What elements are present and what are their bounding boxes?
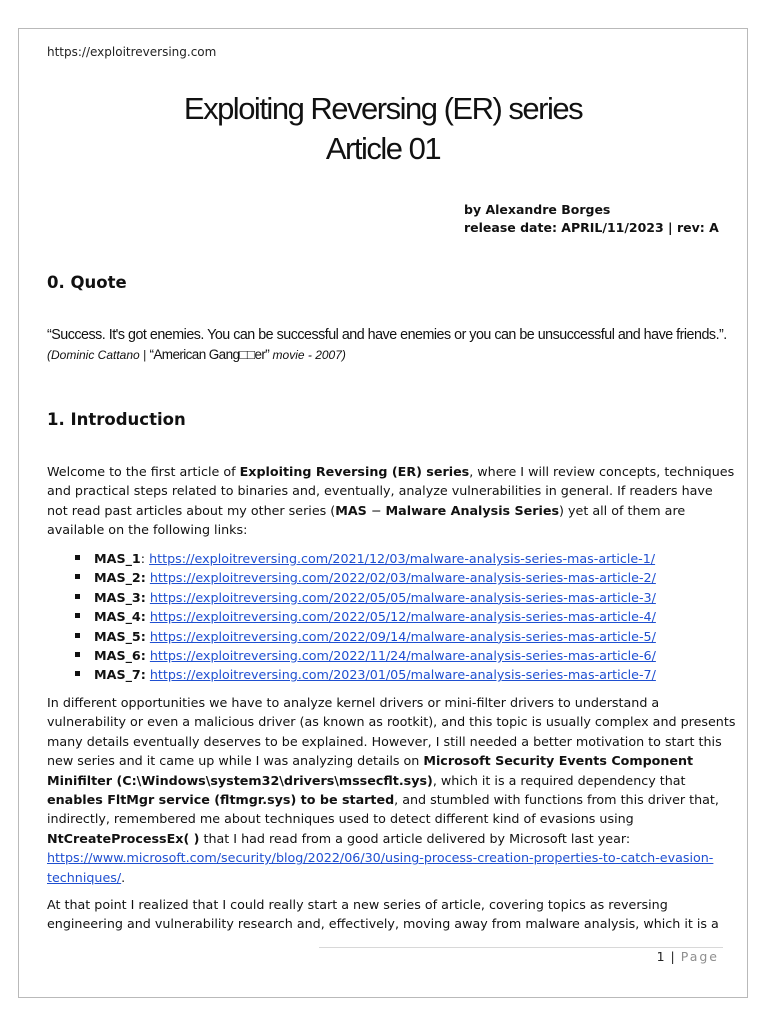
mas-article-link[interactable]: https://exploitreversing.com/2023/01/05/malware-analysis-series-mas-article-7/: [149, 667, 656, 683]
mas-article-link[interactable]: https://exploitreversing.com/2022/05/12/malware-analysis-series-mas-article-4/: [149, 609, 656, 625]
page-separator: |: [665, 949, 681, 964]
mas-label: MAS_5:: [94, 628, 146, 644]
mas-label: MAS_4:: [94, 609, 146, 625]
title-line-1: Exploiting Reversing (ER) series: [183, 91, 583, 126]
square-bullet-icon: [75, 594, 80, 599]
attribution-suffix: movie - 2007): [269, 348, 346, 362]
movie-title: “American Gang□□er”: [149, 347, 270, 362]
title-line-2: Article 01: [325, 131, 441, 166]
attribution-prefix: (Dominic Cattano |: [47, 348, 150, 362]
document-title: [19, 89, 747, 169]
footer-divider: [319, 947, 723, 948]
author: by Alexandre Borges: [464, 202, 611, 217]
page-label: Page: [680, 949, 719, 964]
mas-article-link[interactable]: https://exploitreversing.com/2021/12/03/malware-analysis-series-mas-article-1/: [149, 551, 656, 566]
mas-label: MAS_6:: [94, 648, 146, 664]
bold-text: Microsoft Security Events Component Minifilter (C:\Windows\system32\drivers\mssecflt.sys): [47, 753, 694, 788]
mas-link-item: [77, 568, 656, 587]
square-bullet-icon: [75, 574, 80, 579]
page-footer: [657, 949, 719, 964]
mas-link-item: [77, 588, 656, 607]
text-run: , which it is a required dependency that: [432, 772, 686, 788]
mas-label: MAS_2:: [94, 570, 146, 586]
square-bullet-icon: [75, 652, 80, 657]
square-bullet-icon: [75, 671, 80, 676]
square-bullet-icon: [75, 633, 80, 638]
intro-paragraph-2: [47, 693, 737, 887]
square-bullet-icon: [75, 555, 80, 560]
intro-paragraph-1: [47, 462, 737, 540]
intro-paragraph-3: At that point I realized that I could really start a new series of article, covering topics as reversing engineering and vulnerability research and, effectively, moving away from malware analysis, which it is a: [47, 897, 719, 932]
quote-text: “Success. It's got enemies. You can be successful and have enemies or you can be unsuccessful and have friends.”.: [47, 327, 727, 343]
label-separator: :: [140, 551, 150, 566]
mas-link-item: [77, 627, 656, 646]
text-run: In different opportunities we have to analyze kernel drivers or mini-filter drivers to understand a vulnerability or even a malicious driver (as known as rootkit), and this topic is usually complex and presents many details eventually deserves to be explained. However, I still needed a better motivation to start this new series and it came up while I was analyzing details on: [47, 695, 736, 769]
release-date: release date: APRIL/11/2023 | rev: A: [464, 220, 719, 235]
mas-article-link[interactable]: https://exploitreversing.com/2022/09/14/malware-analysis-series-mas-article-5/: [149, 628, 656, 644]
text-run: ) yet all of them are available on the following links:: [47, 502, 686, 538]
byline: [464, 201, 719, 237]
text-run: Welcome to the first article of: [47, 464, 240, 479]
section-heading-introduction: 1. Introduction: [47, 410, 186, 429]
text-run: , where I will review concepts, techniques and practical steps related to binaries and, eventually, analyze vulnerabilities in general. If readers have not read past articles about my other series (: [47, 464, 735, 518]
header-url: https://exploitreversing.com: [47, 45, 217, 59]
text-run: , and stumbled with functions from this driver that, indirectly, remembered me about techniques used to detect different kind of evasions using: [47, 792, 719, 827]
text-run: that I had read from a good article delivered by Microsoft last year:: [199, 830, 631, 846]
mas-label: MAS_3:: [94, 589, 146, 605]
text-run: .: [121, 869, 126, 885]
mas-article-link[interactable]: https://exploitreversing.com/2022/05/05/malware-analysis-series-mas-article-3/: [149, 589, 656, 605]
article-link[interactable]: https://www.microsoft.com/security/blog/2022/06/30/using-process-creation-properties-to-catch-evasion-techniques/: [47, 850, 714, 885]
bold-text: Malware Analysis Series: [385, 502, 560, 518]
bold-text: MAS: [335, 502, 367, 518]
bold-text: NtCreateProcessEx( ): [47, 830, 200, 846]
mas-link-item: [77, 646, 656, 665]
page-number: 1: [656, 949, 666, 964]
mas-link-item: [77, 549, 656, 568]
quote-block: [47, 325, 727, 365]
bold-text: enables FltMgr service (fltmgr.sys) to be started: [47, 792, 395, 808]
square-bullet-icon: [75, 613, 80, 618]
mas-article-link[interactable]: https://exploitreversing.com/2022/11/24/malware-analysis-series-mas-article-6/: [149, 648, 656, 664]
mas-label: MAS_1: [94, 551, 141, 566]
mas-links-list: [77, 549, 656, 685]
mas-article-link[interactable]: https://exploitreversing.com/2022/02/03/malware-analysis-series-mas-article-2/: [149, 570, 656, 586]
mas-link-item: [77, 665, 656, 684]
mas-label: MAS_7:: [94, 667, 146, 683]
section-heading-quote: 0. Quote: [47, 273, 127, 292]
bold-text: Exploiting Reversing (ER) series: [239, 464, 470, 479]
mas-link-item: [77, 607, 656, 626]
quote-attribution: [47, 348, 346, 362]
text-run: −: [366, 502, 386, 518]
document-page: [18, 28, 748, 998]
